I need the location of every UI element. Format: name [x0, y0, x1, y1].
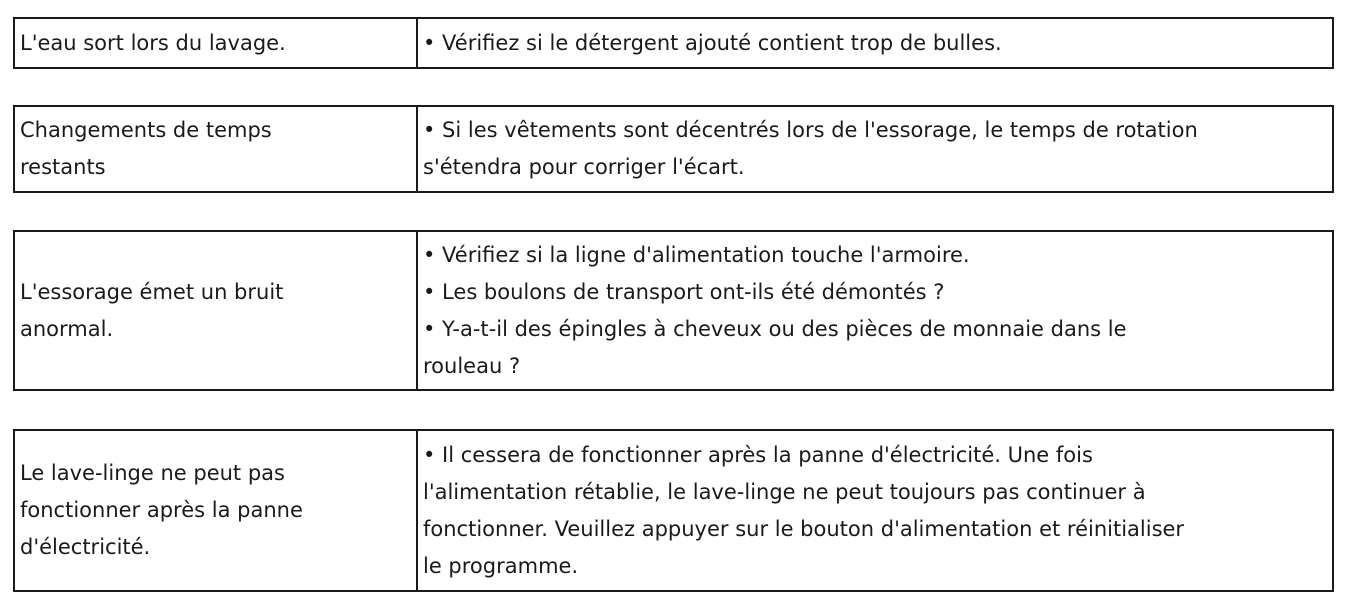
solution-cell	[418, 107, 1332, 191]
problem-text: Changements de temps restants	[20, 118, 272, 179]
troubleshooting-row-4	[13, 429, 1334, 592]
solution-line: fonctionner. Veuillez appuyer sur le bouton d'alimentation et réinitialiser	[423, 516, 1185, 541]
solution-line: • Si les vêtements sont décentrés lors de l'essorage, le temps de rotation	[423, 118, 1198, 142]
problem-text: L'eau sort lors du lavage.	[20, 30, 286, 55]
problem-text: Le lave-linge ne peut pas fonctionner après la panne d'électricité.	[20, 461, 303, 559]
solution-cell	[418, 431, 1332, 590]
problem-cell	[15, 107, 418, 191]
solution-line: • Vérifiez si la ligne d'alimentation touche l'armoire.	[423, 242, 970, 267]
problem-cell	[15, 431, 418, 590]
solution-cell	[418, 19, 1332, 67]
solution-line: le programme.	[423, 553, 579, 578]
solution-line: • Les boulons de transport ont-ils été démontés ?	[423, 279, 945, 304]
solution-line: s'étendra pour corriger l'écart.	[423, 155, 745, 179]
troubleshooting-row-2	[13, 105, 1334, 193]
solution-line: • Y-a-t-il des épingles à cheveux ou des pièces de monnaie dans le	[423, 316, 1127, 341]
solution-line: • Il cessera de fonctionner après la panne d'électricité. Une fois	[423, 442, 1093, 467]
solution-cell	[418, 232, 1332, 389]
solution-line: l'alimentation rétablie, le lave-linge ne peut toujours pas continuer à	[423, 479, 1146, 504]
problem-cell	[15, 232, 418, 389]
troubleshooting-row-1	[13, 17, 1334, 69]
solution-line: • Vérifiez si le détergent ajouté contient trop de bulles.	[423, 30, 1002, 55]
troubleshooting-row-3	[13, 230, 1334, 391]
problem-cell	[15, 19, 418, 67]
problem-text: L'essorage émet un bruit anormal.	[20, 279, 284, 341]
solution-line: rouleau ?	[423, 353, 521, 378]
